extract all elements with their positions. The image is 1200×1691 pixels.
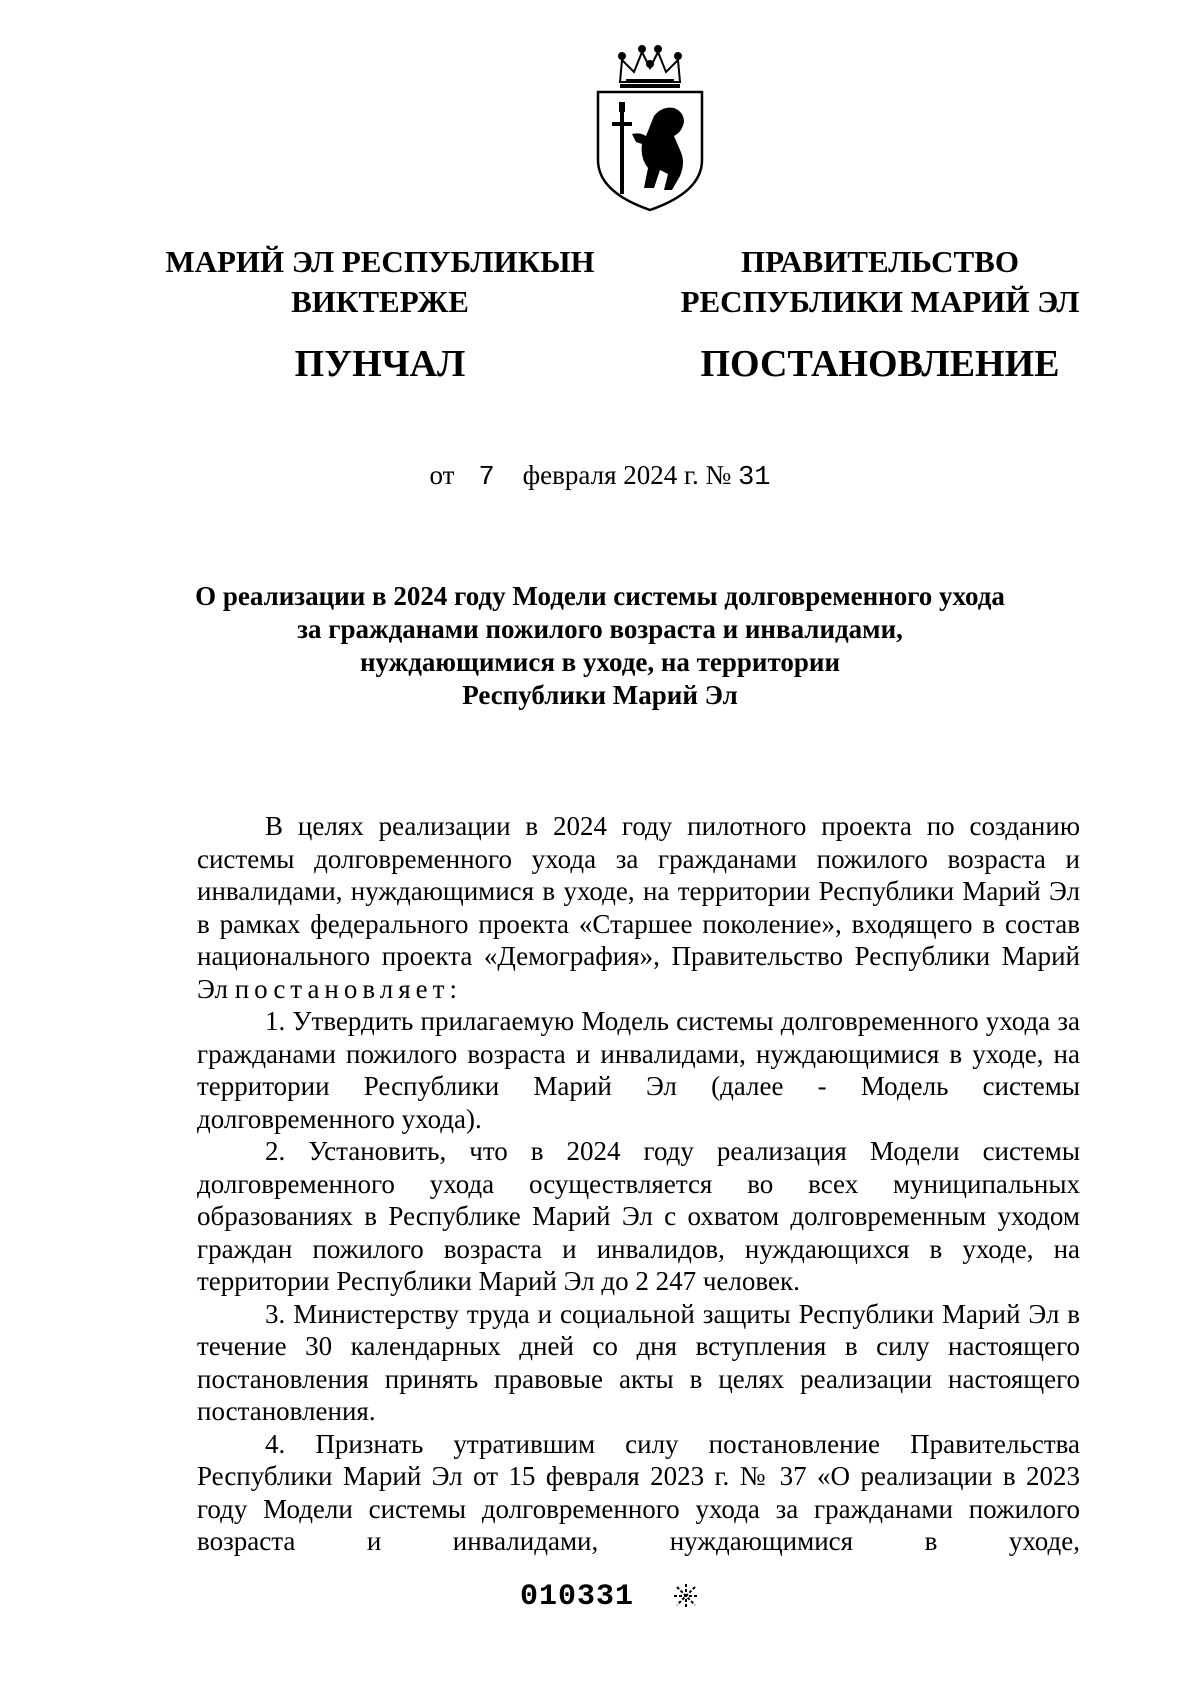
form-serial-number: 010331 xyxy=(520,1580,635,1614)
header-left-line2: ВИКТЕРЖЕ xyxy=(291,284,469,319)
header-right-title: ПОСТАНОВЛЕНИЕ xyxy=(700,343,1060,385)
header-right-line1: ПРАВИТЕЛЬСТВО xyxy=(741,244,1019,279)
preamble-paragraph xyxy=(197,810,1080,1005)
item-paragraph-3: 3. Министерству труда и социальной защиты Республики Марий Эл в течение 30 календарных дней со дня вступления в силу настоящего постановления принять правовые акты в целях реализации настоящего постановления. xyxy=(197,1298,1080,1426)
document-title xyxy=(150,580,1050,712)
header-left-line1: МАРИЙ ЭЛ РЕСПУБЛИКЫН xyxy=(165,244,595,279)
decree-word: постановляет: xyxy=(234,973,462,1004)
date-day: 7 xyxy=(478,463,495,493)
item-paragraph-4: 4. Признать утратившим силу постановление Правительства Республики Марий Эл от 15 февраля 2023 г. № 37 «О реализации в 2023 году Модели системы долговременного ухода за гражданами пожилого возраста и инвалидами, нуждающимися в уходе, xyxy=(197,1428,1080,1556)
asterisk-mark-icon xyxy=(672,1582,700,1610)
title-line: нуждающимися в уходе, на территории xyxy=(359,647,841,677)
coat-of-arms-icon xyxy=(592,42,708,214)
title-line: за гражданами пожилого возраста и инвалидами, xyxy=(297,614,903,644)
date-month-year: февраля 2024 г. № xyxy=(522,460,732,490)
header-marii-block xyxy=(150,242,610,386)
item-paragraph-2: 2. Установить, что в 2024 году реализация Модели системы долговременного ухода осуществляется во всех муниципальных образованиях в Республике Марий Эл с охватом долговременным уходом граждан пожилого возраста и инвалидов, нуждающихся в уходе, на территории Республики Марий Эл до 2 247 человек. xyxy=(197,1136,1080,1296)
document-number: 31 xyxy=(738,463,771,493)
item-paragraph-1: 1. Утвердить прилагаемую Модель системы долговременного ухода за гражданами пожилого возраста и инвалидами, нуждающимися в уходе, на территории Республики Марий Эл (далее - Модель системы долговременного ухода). xyxy=(197,1006,1080,1134)
preamble-text: В целях реализации в 2024 году пилотного проекта по созданию системы долговременного ухода за гражданами пожилого возраста и инвалидами, нуждающимися в уходе, на территории Республики Марий Эл в рамках федерального проекта «Старшее поколение», входящего в состав национального проекта «Демография», Правительство Республики Марий Эл xyxy=(197,811,1080,1004)
header-russian-block xyxy=(660,242,1100,386)
title-line: О реализации в 2024 году Модели системы долговременного ухода xyxy=(195,581,1005,611)
header-left-title: ПУНЧАЛ xyxy=(294,343,466,385)
header-right-line2: РЕСПУБЛИКИ МАРИЙ ЭЛ xyxy=(680,284,1080,319)
date-prefix: от xyxy=(429,460,455,490)
crown-icon xyxy=(619,46,681,86)
document-date-line xyxy=(0,460,1200,493)
document-body xyxy=(197,810,1080,1558)
title-line: Республики Марий Эл xyxy=(462,680,738,710)
